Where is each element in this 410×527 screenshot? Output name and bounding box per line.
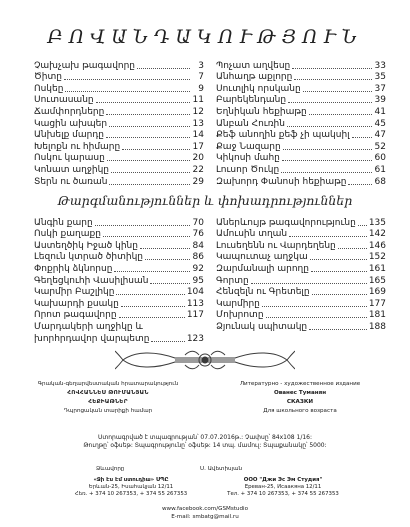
toc-entry-page-number: 7 <box>198 72 204 83</box>
imprint-armenian <box>22 380 194 416</box>
toc-dot-leader <box>107 160 190 161</box>
toc-dot-leader <box>292 68 372 69</box>
toc-entry-page-number: 33 <box>374 60 386 71</box>
toc-dot-leader <box>282 160 372 161</box>
publisher-address-hy: Երևան-25, Իսահակյան 12/11 <box>88 484 174 490</box>
toc-entry <box>34 140 204 152</box>
toc-entry-page-number: 123 <box>186 333 204 344</box>
toc-entry-title: Ծիտը <box>34 72 62 83</box>
toc-entry <box>216 129 386 141</box>
toc-entry-page-number: 76 <box>192 229 204 240</box>
toc-entry <box>34 163 204 175</box>
toc-entry <box>34 309 204 321</box>
toc-entry-title: Զարմանալի արողը <box>216 263 309 274</box>
toc-entry <box>34 117 204 129</box>
toc-entry-page-number: 20 <box>192 153 204 164</box>
toc-entry-title: Կարմիրը <box>216 298 260 309</box>
toc-entry <box>216 297 386 309</box>
toc-column-left-translations <box>34 216 204 344</box>
toc-entry-title: Սուտասանը <box>34 95 94 106</box>
toc-entry-page-number: 95 <box>192 275 204 286</box>
toc-entry-page-number: 47 <box>374 130 386 141</box>
toc-entry <box>34 332 204 344</box>
toc-entry-title: Աներևույթ թագավորությունը <box>216 217 356 228</box>
toc-dot-leader <box>287 126 372 127</box>
toc-entry-title: Անհաղթ աքլորը <box>216 72 293 83</box>
imprint-audience-hy: Դպրոցական տարիքի համար <box>63 408 153 414</box>
toc-entry-title: Հենզելն ու Գրետելը <box>216 287 310 298</box>
toc-dot-leader <box>95 225 190 226</box>
toc-entry-page-number: 135 <box>368 217 386 228</box>
toc-entry-page-number: 177 <box>368 298 386 309</box>
toc-entry <box>34 71 204 83</box>
page-title: ԲՈՎԱՆԴԱԿՈՒԹՅՈՒՆ <box>47 26 363 48</box>
toc-entry-title: Չախչախ թագավորը <box>34 60 136 71</box>
toc-entry <box>216 175 386 187</box>
publisher-armenian <box>56 477 206 498</box>
imprint-genre-ru: Литературно - художественное издание <box>239 381 361 387</box>
toc-entry-title: Ճամփորդները <box>34 106 105 117</box>
toc-dot-leader <box>106 137 190 138</box>
toc-entry <box>34 274 204 286</box>
toc-entry-title: Լուսոր Ծուկը <box>216 164 280 175</box>
toc-entry-page-number: 29 <box>192 176 204 187</box>
toc-dot-leader <box>289 236 367 237</box>
toc-entry-page-number: 117 <box>186 310 204 321</box>
toc-entry <box>216 105 386 117</box>
toc-column-left-fairy-tales <box>34 59 204 187</box>
toc-column-right-translations <box>216 216 386 332</box>
imprint-genre-hy: Գրական-գեղարվեստական հրատարակություն <box>37 381 179 387</box>
toc-entry <box>216 82 386 94</box>
publisher-name-ru: ООО "Джи Эс Эм Студия" <box>243 477 323 483</box>
toc-dot-leader <box>266 317 367 318</box>
toc-entry <box>34 152 204 164</box>
toc-entry-title: Ոսկի քաղաքը <box>34 229 101 240</box>
toc-entry <box>216 71 386 83</box>
toc-dot-leader <box>145 259 190 260</box>
toc-entry-title: Զախորդ Փանոսի հեքիաթը <box>216 176 347 187</box>
toc-entry-title: Ձյունակ սպիտակը <box>216 321 308 332</box>
toc-entry-page-number: 39 <box>374 95 386 106</box>
toc-entry-title: Անխելք մարդը <box>34 130 105 141</box>
toc-entry <box>216 94 386 106</box>
toc-dot-leader <box>311 271 367 272</box>
toc-entry-page-number: 113 <box>186 298 204 309</box>
facebook-link[interactable]: www.facebook.com/GSMstudio <box>161 506 249 512</box>
toc-dot-leader <box>281 172 372 173</box>
toc-entry <box>216 274 386 286</box>
toc-entry-title: Գեղեցկուհի Վասիլիսան <box>34 275 149 286</box>
toc-entry <box>216 152 386 164</box>
toc-entry-page-number: 3 <box>198 60 204 71</box>
toc-entry-page-number: 22 <box>192 164 204 175</box>
toc-entry <box>34 59 204 71</box>
decorative-ornament-divider <box>115 347 295 373</box>
toc-entry-page-number: 142 <box>368 229 386 240</box>
toc-dot-leader <box>352 137 372 138</box>
toc-entry-title: Եղնիկան հեքիաթը <box>216 106 307 117</box>
toc-entry-page-number: 181 <box>368 310 386 321</box>
toc-entry <box>216 140 386 152</box>
toc-entry-page-number: 11 <box>192 95 204 106</box>
toc-entry-title: Պոչատ աղվեսը <box>216 60 291 71</box>
toc-dot-leader <box>114 271 190 272</box>
toc-entry-page-number: 86 <box>192 252 204 263</box>
toc-entry-page-number: 61 <box>374 164 386 175</box>
toc-dot-leader <box>358 225 367 226</box>
toc-dot-leader <box>137 68 190 69</box>
designer-name: Ս. Ավետիսյան <box>200 466 243 472</box>
toc-entry-page-number: 188 <box>368 321 386 332</box>
toc-dot-leader <box>151 341 184 342</box>
toc-entry-page-number: 9 <box>198 83 204 94</box>
toc-dot-leader <box>64 79 190 80</box>
toc-dot-leader <box>65 91 190 92</box>
toc-entry-title: խորհրդավոր վարպետը <box>34 333 150 344</box>
toc-dot-leader <box>309 114 372 115</box>
toc-entry-page-number: 41 <box>374 106 386 117</box>
imprint-book-title-hy: ՀԵՔԻԱԹՆԵՐ <box>88 399 128 405</box>
toc-dot-leader <box>294 79 372 80</box>
toc-entry <box>216 117 386 129</box>
toc-entry <box>34 129 204 141</box>
toc-entry-title: Կացին ախպեր <box>34 118 108 129</box>
toc-entry <box>34 216 204 228</box>
print-specs-line-1: Ստորագրված է տպագրության՝ 07.07.2016թ.: Չափսը՝ 84x108 1/16: <box>97 434 312 441</box>
toc-entry-page-number: 35 <box>374 72 386 83</box>
toc-dot-leader <box>121 306 185 307</box>
toc-entry-page-number: 37 <box>374 83 386 94</box>
toc-dot-leader <box>103 236 190 237</box>
toc-entry <box>34 297 204 309</box>
toc-entry-title: Մոխրոտը <box>216 310 264 321</box>
toc-entry-page-number: 70 <box>192 217 204 228</box>
imprint-author-ru: Ованес Туманян <box>273 390 327 396</box>
email-link[interactable]: E-mail: smbatg@mail.ru <box>171 514 239 520</box>
print-specs <box>40 434 370 450</box>
toc-entry-title: Ամուսին տղան <box>216 229 288 240</box>
toc-entry-title: Ոսկեը <box>34 83 64 94</box>
toc-dot-leader <box>140 248 190 249</box>
toc-entry-page-number: 68 <box>374 176 386 187</box>
toc-dot-leader <box>309 329 367 330</box>
toc-dot-leader <box>251 283 367 284</box>
toc-entry <box>34 228 204 240</box>
toc-entry-title: Բարեկենդանը <box>216 95 287 106</box>
print-specs-line-2: Թուղթը՝ օֆսեթ: Տպագրությունը՝ օֆսեթ: 14 տպ. մամուլ: Տպաքանակը՝ 5000: <box>83 442 327 449</box>
toc-dot-leader <box>348 184 372 185</box>
toc-entry-page-number: 60 <box>374 153 386 164</box>
toc-entry-page-number: 45 <box>374 118 386 129</box>
toc-entry <box>34 94 204 106</box>
toc-entry-title: Լեզուն կտրած ծիտիկը <box>34 252 143 263</box>
publisher-phone-ru: Тел. + 374 10 267353, + 374 55 267353 <box>227 491 339 497</box>
toc-entry-title: Խելոքն ու հիմարը <box>34 141 121 152</box>
toc-entry <box>34 239 204 251</box>
toc-dot-leader <box>310 259 367 260</box>
toc-entry-title: Քաջ Նազարը <box>216 141 281 152</box>
toc-entry <box>216 228 386 240</box>
toc-entry-title: Աստեղծիկ Իջած կինը <box>34 240 138 251</box>
toc-entry-title: Որոտ թագավորը <box>34 310 117 321</box>
toc-entry-title: Անբան Հուռին <box>216 118 285 129</box>
toc-entry-title: Գորտը <box>216 275 249 286</box>
toc-column-right-fairy-tales <box>216 59 386 187</box>
toc-dot-leader <box>262 306 367 307</box>
toc-dot-leader <box>303 91 372 92</box>
toc-entry <box>216 59 386 71</box>
toc-dot-leader <box>150 283 190 284</box>
toc-entry <box>216 216 386 228</box>
toc-entry <box>34 105 204 117</box>
toc-entry-title: Ոսկու կարասը <box>34 153 105 164</box>
toc-entry <box>34 262 204 274</box>
toc-entry-title: Լուսեղենն ու Վարդեղենը <box>216 240 336 251</box>
toc-entry-page-number: 13 <box>192 118 204 129</box>
toc-entry-title: Կոնատ աղջիկը <box>34 164 110 175</box>
toc-entry-page-number: 14 <box>192 130 204 141</box>
toc-dot-leader <box>288 102 372 103</box>
toc-entry <box>216 251 386 263</box>
imprint-author-hy: ՀՈՎՀԱՆՆԵՍ ԹՈՒՄԱՆՅԱՆ <box>67 390 149 396</box>
toc-dot-leader <box>116 294 184 295</box>
publisher-address-ru: Ереван-25, Исаакяна 12/11 <box>244 484 322 490</box>
toc-entry <box>34 82 204 94</box>
toc-entry-title: Տերն ու ծառան <box>34 176 108 187</box>
toc-entry-title: Կապուտաչ աղջկա <box>216 252 308 263</box>
publisher-phone-hy: Հեռ. + 374 10 267353, + 374 55 267353 <box>74 491 188 497</box>
toc-entry-page-number: 169 <box>368 287 386 298</box>
toc-entry-page-number: 17 <box>192 141 204 152</box>
toc-entry-page-number: 146 <box>368 240 386 251</box>
imprint-book-title-ru: СКАЗКИ <box>286 399 314 405</box>
toc-entry-title: Կիկոսի մահը <box>216 153 280 164</box>
toc-entry <box>34 286 204 298</box>
designer-label: Ձևավորը <box>96 466 125 472</box>
toc-entry <box>216 320 386 332</box>
toc-entry <box>34 175 204 187</box>
toc-entry-page-number: 104 <box>186 287 204 298</box>
toc-dot-leader <box>338 248 367 249</box>
toc-dot-leader <box>96 102 190 103</box>
toc-dot-leader <box>109 126 190 127</box>
toc-entry-title: Կախարդի քսակը <box>34 298 119 309</box>
toc-entry-title: Փոքրիկ ձկնորսը <box>34 263 113 274</box>
toc-dot-leader <box>111 172 190 173</box>
toc-entry-page-number: 92 <box>192 263 204 274</box>
toc-entry <box>216 239 386 251</box>
toc-entry <box>34 251 204 263</box>
toc-entry-page-number: 84 <box>192 240 204 251</box>
toc-dot-leader <box>122 149 190 150</box>
toc-dot-leader <box>119 317 185 318</box>
toc-entry-title: Կարմիր Բաշլիկը <box>34 287 115 298</box>
toc-entry-page-number: 152 <box>368 252 386 263</box>
toc-dot-leader <box>106 114 190 115</box>
toc-entry <box>216 309 386 321</box>
toc-entry-page-number: 165 <box>368 275 386 286</box>
toc-entry-title: Սուտլիկ որսկանը <box>216 83 301 94</box>
toc-entry-title: Քեֆ անողին քեֆ չի պակսիլ <box>216 130 350 141</box>
toc-dot-leader <box>283 149 372 150</box>
imprint-audience-ru: Для школьного возраста <box>263 408 337 414</box>
toc-dot-leader <box>109 184 190 185</box>
section-subtitle-translations: Թարգմանություններ և փոխադրություններ <box>57 193 353 208</box>
toc-entry-page-number: 161 <box>368 263 386 274</box>
publisher-name-hy: «Ջի Էս Էմ ստուդիա» ՍՊԸ <box>93 477 169 483</box>
imprint-russian <box>212 380 388 416</box>
publisher-russian <box>208 477 358 498</box>
toc-entry <box>216 286 386 298</box>
toc-entry <box>34 320 204 332</box>
toc-entry <box>216 262 386 274</box>
toc-entry-page-number: 12 <box>192 106 204 117</box>
toc-entry-title: Անգին քարը <box>34 217 93 228</box>
toc-entry-page-number: 52 <box>374 141 386 152</box>
toc-entry <box>216 163 386 175</box>
toc-entry-title: Մարդակերի աղջիկը և <box>34 321 143 332</box>
publisher-web-contacts <box>0 505 410 521</box>
toc-dot-leader <box>312 294 367 295</box>
